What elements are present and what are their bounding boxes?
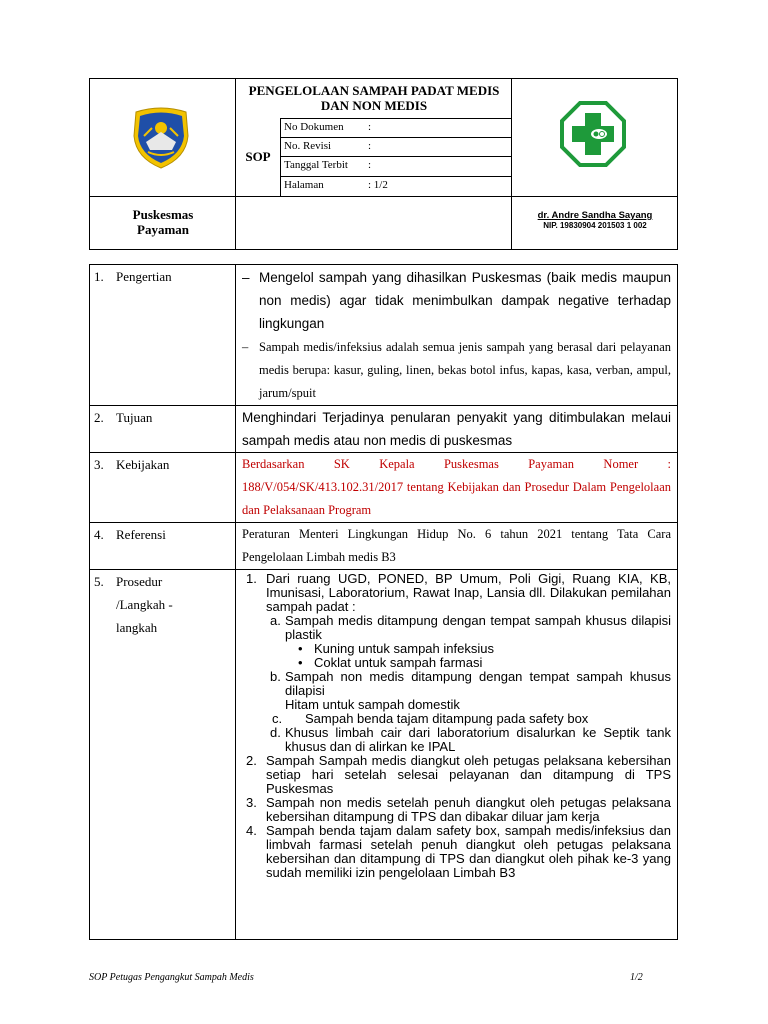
regional-crest-logo — [130, 106, 192, 170]
sop-header — [89, 78, 678, 250]
row-kebijakan — [90, 453, 678, 523]
prosedur-step-3: 3. Sampah non medis setelah penuh diangkut oleh petugas pelaksana kebersihan ditampung di TPS dan dibakar diluar jam kerja — [246, 795, 671, 824]
meta-no-revisi: No. Revisi : — [284, 140, 372, 152]
signer-nip: NIP. 19830904 201503 1 002 — [543, 221, 647, 230]
prosedur-step-2: 2. Sampah Sampah medis diangkut oleh petugas pelaksana kebersihan setiap hari setelah selesai pelayanan dan ditampung di TPS Puskesmas — [246, 753, 671, 796]
label-referensi: 4. Referensi — [90, 523, 236, 570]
row-pengertian — [90, 265, 678, 406]
label-prosedur: 5. Prosedur /Langkah - langkah — [90, 570, 236, 940]
puskesmas-logo — [560, 101, 626, 167]
prosedur-bullet-2: • Coklat untuk sampah farmasi — [298, 655, 483, 670]
label-pengertian: 1. Pengertian — [90, 265, 236, 406]
row-tujuan — [90, 406, 678, 453]
row-prosedur — [90, 570, 678, 940]
prosedur-item-b: b. Sampah non medis ditampung dengan tempat sampah khusus dilapisi — [270, 669, 671, 698]
label-kebijakan: 3. Kebijakan — [90, 453, 236, 523]
content-tujuan: Menghindari Terjadinya penularan penyakit yang ditimbulakan melaui sampah medis atau non medis di puskesmas — [236, 406, 678, 453]
meta-halaman: Halaman : 1/2 — [284, 179, 388, 191]
footer-title: SOP Petugas Pengangkut Sampah Medis — [89, 972, 254, 983]
prosedur-step-4: 4. Sampah benda tajam dalam safety box, sampah medis/infeksius dan limbvah farmasi setelah penuh diangkut oleh petugas pelaksana kebersihan dan ditampung di TPS dan diangkut oleh pihak ke-3 yang sudah memiliki izin pengelolaan Limbah B3 — [246, 823, 671, 880]
prosedur-bullet-1: • Kuning untuk sampah infeksius — [298, 641, 494, 656]
meta-tanggal-terbit: Tanggal Terbit : — [284, 159, 372, 171]
content-pengertian — [236, 265, 678, 406]
content-prosedur — [236, 570, 678, 940]
signer-name: dr. Andre Sandha Sayang — [537, 210, 653, 221]
prosedur-item-c: c. Sampah benda tajam ditampung pada safety box — [272, 711, 589, 726]
signer-block — [512, 210, 678, 230]
prosedur-step-1: 1. Dari ruang UGD, PONED, BP Umum, Poli Gigi, Ruang KIA, KB, Imunisasi, Laboratorium, Rawat Inap, Lansia dll. Dilakukan pemilahan sampah padat : — [246, 571, 671, 614]
pengertian-item-1: – Mengelol sampah yang dihasilkan Puskesmas (baik medis maupun non medis) agar tidak menimbulkan dampak negative terhadap lingkungan — [242, 270, 671, 331]
puskesmas-name: Puskesmas Payaman — [132, 207, 194, 237]
footer-page: 1/2 — [630, 972, 643, 983]
pengertian-item-2: – Sampah medis/infeksius adalah semua jenis sampah yang berasal dari pelayanan medis berupa: kasur, guling, linen, bekas botol infus, kapas, kasa, verban, ampul, jarum/spuit — [242, 340, 671, 400]
meta-no-dokumen: No Dokumen : — [284, 121, 372, 133]
row-referensi — [90, 523, 678, 570]
content-referensi: Peraturan Menteri Lingkungan Hidup No. 6 tahun 2021 tentang Tata Cara Pengelolaan Limbah medis B3 — [236, 523, 678, 570]
sop-label: SOP — [245, 149, 271, 164]
prosedur-item-a: a. Sampah medis ditampung dengan tempat sampah khusus dilapisi plastik — [270, 613, 671, 642]
prosedur-item-d: d. Khusus limbah cair dari laboratorium disalurkan ke Septik tank khusus dan di alirkan ke IPAL — [270, 725, 671, 754]
label-tujuan: 2. Tujuan — [90, 406, 236, 453]
sop-content-table — [89, 264, 678, 940]
prosedur-item-b-sub: Hitam untuk sampah domestik — [285, 697, 460, 712]
content-kebijakan: Berdasarkan SK Kepala Puskesmas Payaman Nomer : 188/V/054/SK/413.102.31/2017 tentang Kebijakan dan Prosedur Dalam Pengelolaan dan Pelaksanaan Program — [236, 453, 678, 523]
document-title: PENGELOLAAN SAMPAH PADAT MEDIS DAN NON MEDIS — [248, 83, 500, 113]
